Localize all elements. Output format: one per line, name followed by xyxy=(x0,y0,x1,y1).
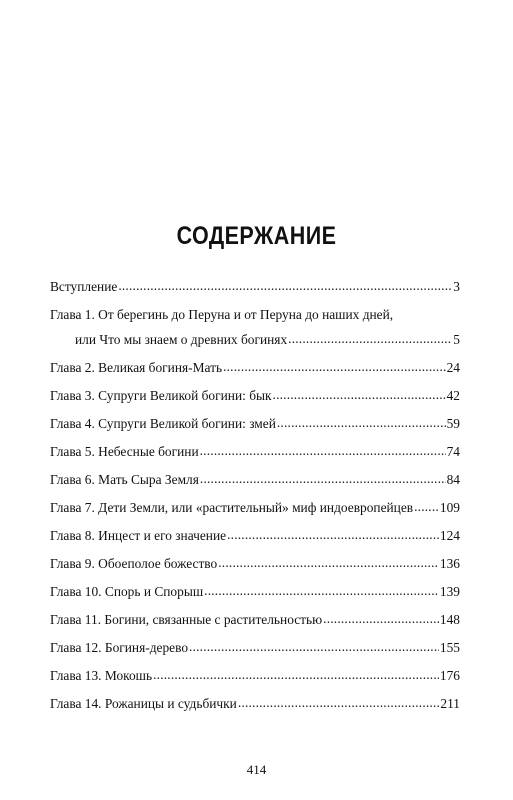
toc-entry-page: 139 xyxy=(439,584,460,599)
dot-leader xyxy=(238,695,440,710)
dot-leader xyxy=(118,278,452,293)
toc-entry-page: 148 xyxy=(439,612,460,627)
dot-leader xyxy=(277,415,446,430)
toc-entry xyxy=(50,444,460,459)
toc-entry-page: 5 xyxy=(453,332,460,347)
toc-entry xyxy=(50,612,460,627)
toc-entry-label: Глава 8. Инцест и его значение xyxy=(50,528,227,543)
toc-entry-page: 3 xyxy=(453,279,460,294)
toc-entry xyxy=(50,696,460,711)
dot-leader xyxy=(273,387,446,402)
dot-leader xyxy=(200,471,446,486)
dot-leader xyxy=(414,499,439,514)
toc-entry-label: Глава 4. Супруги Великой богини: змей xyxy=(50,416,276,431)
dot-leader xyxy=(200,443,446,458)
toc-entry-label: Глава 6. Мать Сыра Земля xyxy=(50,472,199,487)
toc-entry-page: 84 xyxy=(446,472,460,487)
toc-entry-label: Глава 7. Дети Земли, или «растительный» миф индоевропейцев xyxy=(50,500,414,515)
toc-entry-label: Глава 11. Богини, связанные с растительностью xyxy=(50,612,323,627)
toc-entry-label: или Что мы знаем о древних богинях xyxy=(75,332,288,347)
toc-entry-page: 124 xyxy=(439,528,460,543)
toc-entry-page: 176 xyxy=(439,668,460,683)
page-number: 414 xyxy=(246,762,267,777)
dot-leader xyxy=(189,639,439,654)
toc-entry-label: Глава 9. Обоеполое божество xyxy=(50,556,218,571)
dot-leader xyxy=(227,527,439,542)
toc-entry-page: 109 xyxy=(439,500,460,515)
toc-entry xyxy=(50,528,460,543)
toc-entry-label: Глава 14. Рожаницы и судьбички xyxy=(50,696,237,711)
toc-entry-label-line1: Глава 1. От берегинь до Перуна и от Перуна до наших дней, xyxy=(50,307,394,322)
dot-leader xyxy=(288,331,452,346)
toc-entry xyxy=(50,307,460,347)
page-title: СОДЕРЖАНИЕ xyxy=(176,222,337,250)
toc-entry xyxy=(50,584,460,599)
toc-entry xyxy=(50,416,460,431)
toc-entry xyxy=(50,360,460,375)
dot-leader xyxy=(153,667,439,682)
toc-entry xyxy=(50,500,460,515)
toc-entry-label: Глава 2. Великая богиня-Мать xyxy=(50,360,223,375)
table-of-contents xyxy=(50,279,460,724)
toc-entry xyxy=(50,668,460,683)
toc-entry-page: 155 xyxy=(439,640,460,655)
dot-leader xyxy=(218,555,439,570)
toc-entry-page: 59 xyxy=(446,416,460,431)
toc-entry xyxy=(50,556,460,571)
toc-entry-page: 74 xyxy=(446,444,460,459)
toc-entry xyxy=(50,279,460,294)
toc-entry xyxy=(50,472,460,487)
toc-entry-page: 24 xyxy=(446,360,460,375)
dot-leader xyxy=(323,611,439,626)
toc-entry-label: Глава 12. Богиня-дерево xyxy=(50,640,189,655)
dot-leader xyxy=(204,583,439,598)
toc-entry-label: Вступление xyxy=(50,279,118,294)
toc-entry-label: Глава 5. Небесные богини xyxy=(50,444,199,459)
toc-entry xyxy=(50,388,460,403)
toc-entry-page: 42 xyxy=(446,388,460,403)
toc-entry-page: 136 xyxy=(439,556,460,571)
dot-leader xyxy=(223,359,446,374)
toc-entry-page: 211 xyxy=(440,696,460,711)
toc-entry-label: Глава 13. Мокошь xyxy=(50,668,153,683)
toc-entry-label: Глава 3. Супруги Великой богини: бык xyxy=(50,388,272,403)
toc-entry-label: Глава 10. Спорь и Спорыш xyxy=(50,584,204,599)
toc-entry xyxy=(50,640,460,655)
